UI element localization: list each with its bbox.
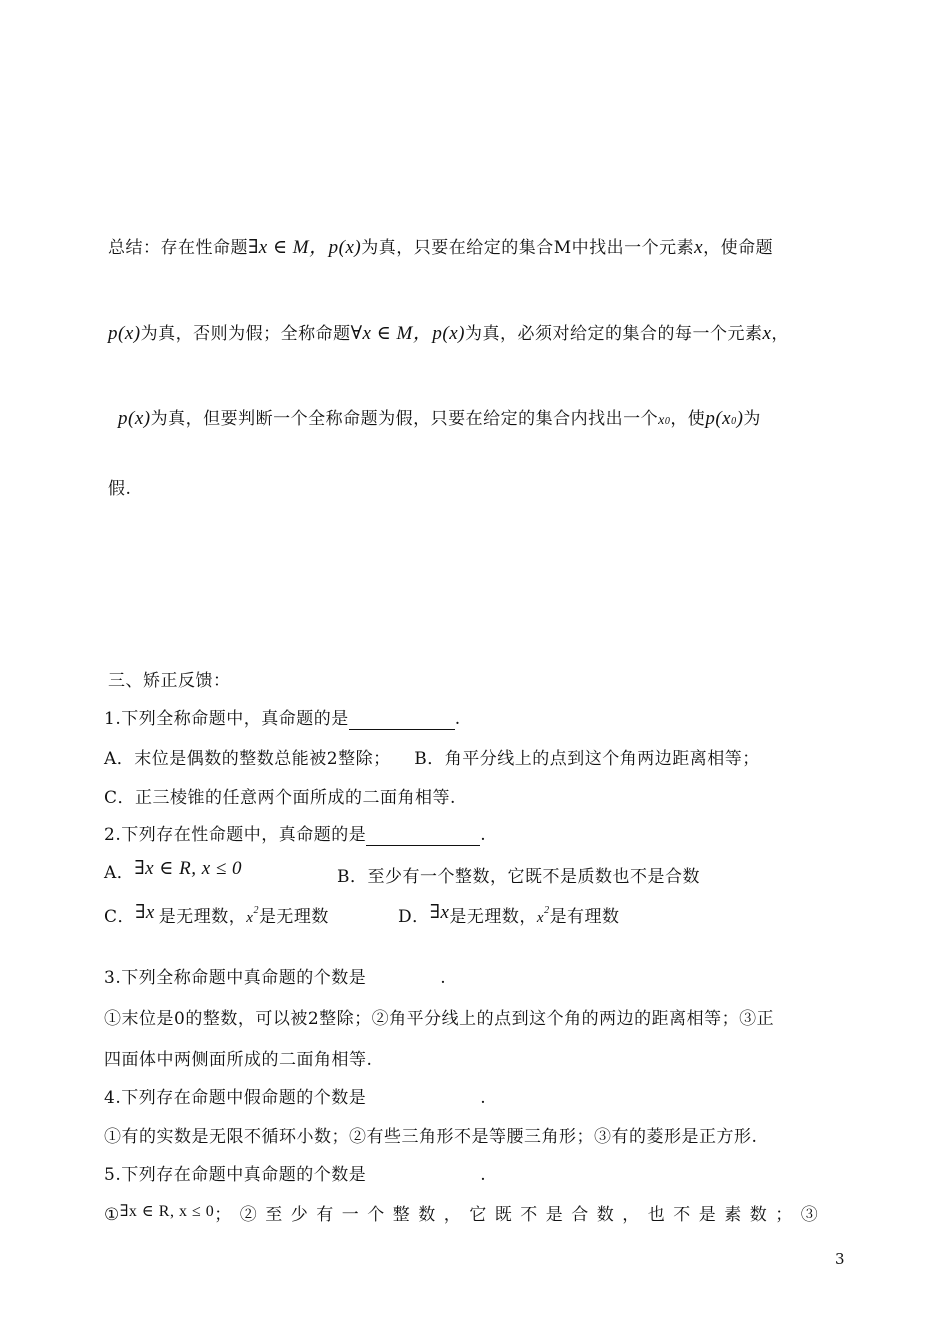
math-x: x (694, 237, 704, 258)
answer-blank (349, 709, 455, 730)
math-exists-x-in-r: ∃x ∈ R, x ≤ 0 (134, 858, 243, 879)
math-x-squared: $x^2$ (536, 905, 550, 926)
math-x-squared: $x^2$ (246, 905, 259, 926)
math-px: p(x) (118, 408, 151, 429)
summary-line-1: 总结：存在性命题∃x ∈ M，p(x)为真，只要在给定的集合M中找出一个元素x，使命题 (108, 237, 774, 258)
math-forall-x-in-m: ∀x ∈ M，p(x) (350, 323, 465, 344)
question-3-body-2: 四面体中两侧面所成的二面角相等. (104, 1050, 373, 1070)
question-5-stem: 5.下列存在命题中真命题的个数是 . (104, 1165, 487, 1185)
question-4-stem: 4.下列存在命题中假命题的个数是 . (104, 1088, 487, 1108)
question-3-body-1: ①末位是0的整数，可以被2整除；②角平分线上的点到这个角的两边的距离相等；③正 (104, 1009, 775, 1029)
summary-line-4: 假. (108, 479, 132, 499)
question-5-body: ①∃x ∈ R, x ≤ 0；②至少有一个整数，它既不是合数，也不是素数；③ (104, 1203, 827, 1225)
question-2-option-b: B．至少有一个整数，它既不是质数也不是合数 (337, 867, 700, 887)
math-p-x0: p(x0) (705, 408, 744, 429)
math-x: x (762, 323, 772, 344)
summary-line-2: p(x)为真，否则为假；全称命题∀x ∈ M，p(x)为真，必须对给定的集合的每一个元素x， (108, 323, 789, 344)
section-title: 三、矫正反馈： (108, 671, 231, 691)
question-1-stem: 1.下列全称命题中，真命题的是 . (104, 709, 461, 729)
math-px: p(x) (108, 323, 141, 344)
question-1-options-ab: A．末位是偶数的整数总能被2整除； B．角平分线上的点到这个角两边距离相等； (104, 749, 760, 769)
math-exists-x: ∃x (135, 902, 155, 923)
question-2-option-a: A．∃x ∈ R, x ≤ 0 (104, 858, 243, 883)
page-number: 3 (835, 1250, 846, 1268)
question-2-option-c: C．∃x 是无理数，$x^2$是无理数 (104, 902, 329, 927)
summary-line-3: p(x)为真，但要判断一个全称命题为假，只要在给定的集合内找出一个x0，使p(x0)为 (118, 408, 761, 429)
math-exists-x-in-r: ∃x ∈ R, x ≤ 0 (119, 1203, 215, 1220)
math-exists-x-in-m: ∃x ∈ M，p(x) (248, 237, 362, 258)
question-2-stem: 2.下列存在性命题中，真命题的是 . (104, 825, 487, 845)
question-4-body: ①有的实数是无限不循环小数；②有些三角形不是等腰三角形；③有的菱形是正方形. (104, 1127, 758, 1147)
question-1-option-c: C．正三棱锥的任意两个面所成的二面角相等. (104, 788, 456, 808)
math-exists-x: ∃x (429, 902, 450, 923)
answer-blank (366, 825, 480, 846)
math-x0: x0 (658, 413, 671, 428)
question-3-stem: 3.下列全称命题中真命题的个数是 . (104, 968, 447, 988)
question-2-option-d: D．∃x是无理数，$x^2$是有理数 (398, 902, 620, 927)
